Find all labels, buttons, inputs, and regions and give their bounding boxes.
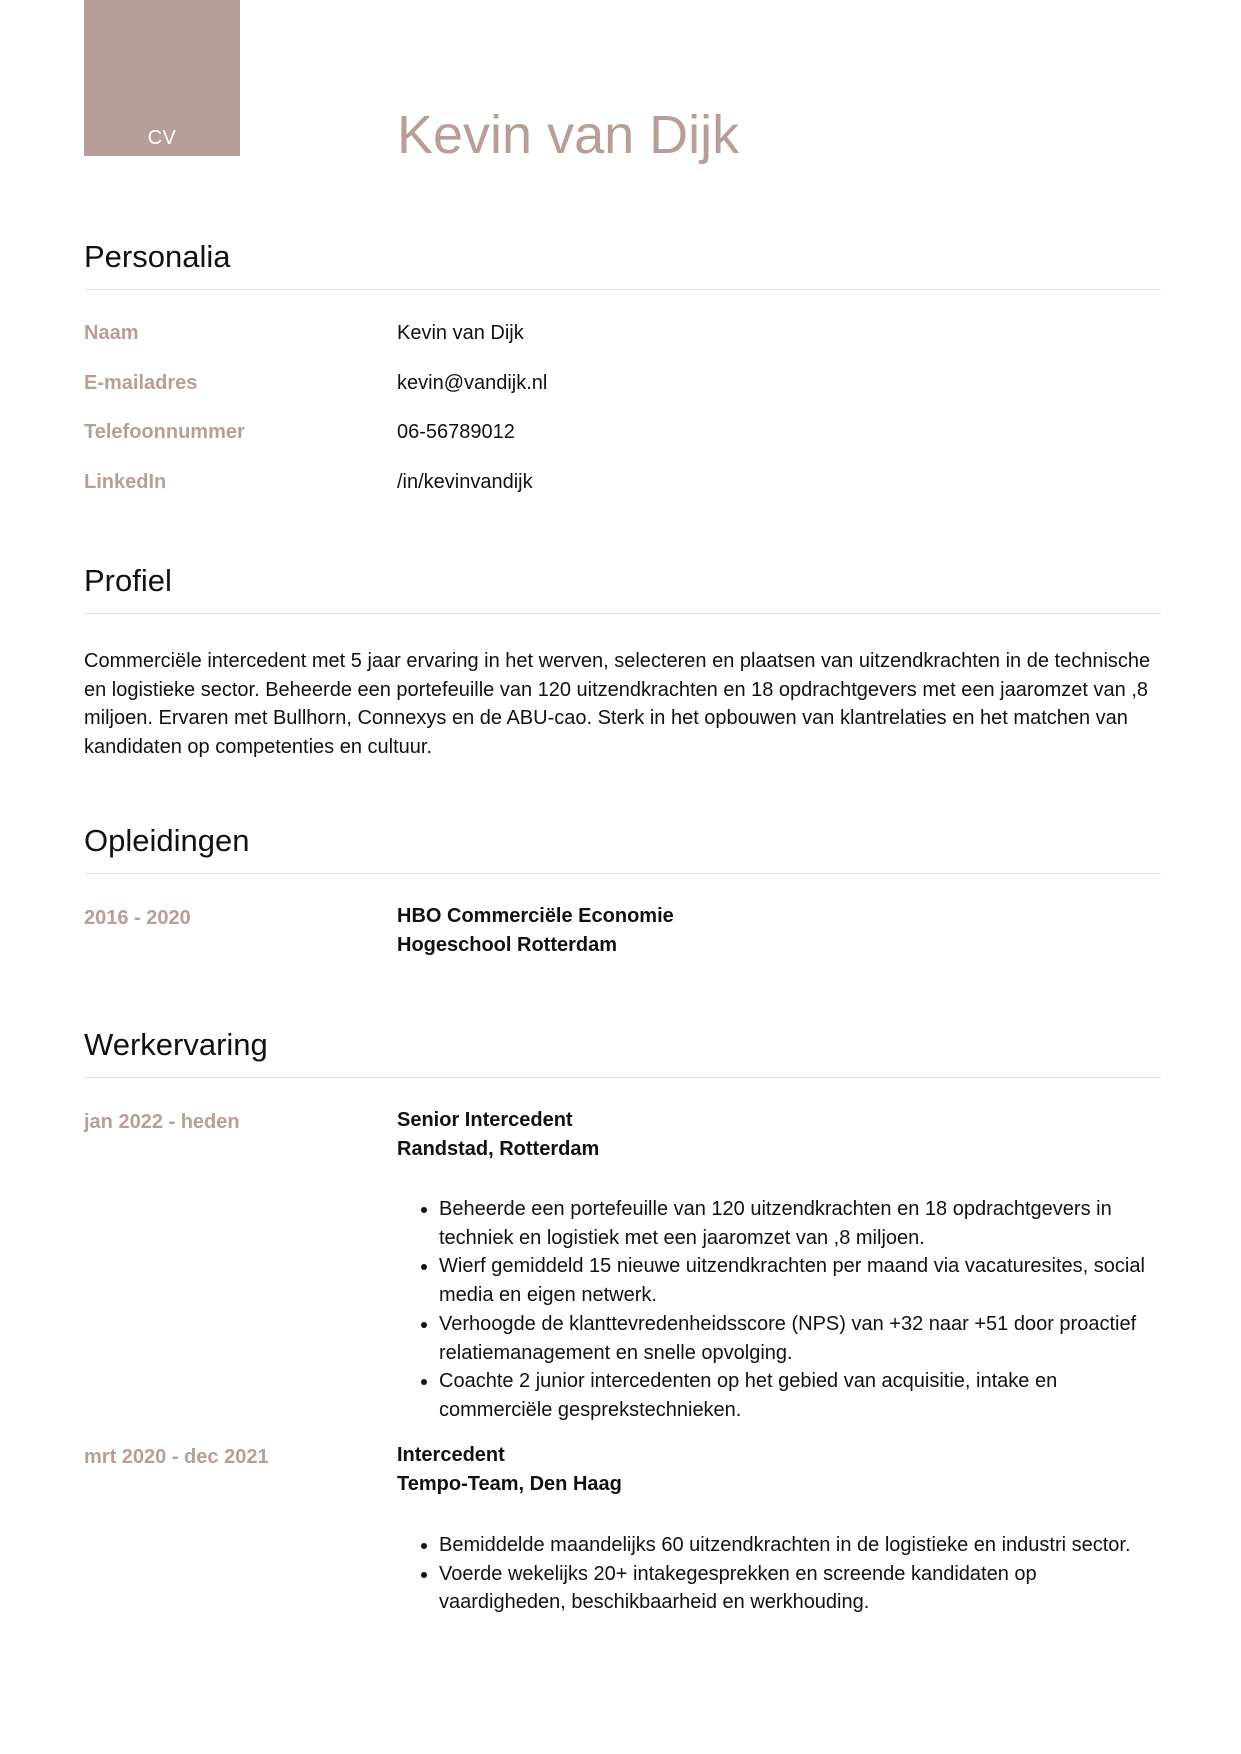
education-degree: HBO Commerciële Economie [397,905,674,927]
job-company: Randstad, Rotterdam [397,1138,600,1160]
job-company: Tempo-Team, Den Haag [397,1473,622,1495]
list-item: • Bemiddelde maandelijks 60 uitzendkrachten in de logistieke en industri sector. [439,1531,1167,1560]
profile-summary: Commerciële intercedent met 5 jaar ervaring in het werven, selecteren en plaatsen van uitzendkrachten in de technische en logistieke sector. Beheerde een portefeuille van 120 uitzendkrachten en 18 opdrachtgevers met een jaaromzet van ,8 miljoen. Ervaren met Bullhorn, Connexys en de ABU-cao. Sterk in het opbouwen van klantrelaties en het matchen van kandidaten op competenties en cultuur. [84,650,1151,758]
field-value-telefoon: 06-56789012 [397,421,515,443]
cv-badge-label: CV [147,127,177,149]
section-divider [84,873,1161,874]
job-role: Intercedent [397,1444,505,1466]
field-label-email: E-mailadres [84,372,198,394]
education-entry [397,902,674,960]
list-item: • Wierf gemiddeld 15 nieuwe uitzendkrachten per maand via vacaturesites, social media en eigen netwerk. [439,1252,1167,1309]
job-period: mrt 2020 - dec 2021 [84,1446,269,1468]
education-school: Hogeschool Rotterdam [397,934,618,956]
section-title-profiel: Profiel [84,563,172,598]
section-title-werkervaring: Werkervaring [84,1027,268,1062]
job-bullets [397,1531,1167,1617]
list-item: • Beheerde een portefeuille van 120 uitzendkrachten en 18 opdrachtgevers in techniek en logistiek met een jaaromzet van ,8 miljoen. [439,1195,1167,1252]
section-divider [84,613,1161,614]
education-period: 2016 - 2020 [84,907,191,929]
list-item: • Verhoogde de klanttevredenheidsscore (NPS) van +32 naar +51 door proactief relatiemanagement en snelle opvolging. [439,1310,1167,1367]
section-divider [84,1077,1161,1078]
field-label-linkedin: LinkedIn [84,471,167,493]
field-label-telefoon: Telefoonnummer [84,421,245,443]
field-label-naam: Naam [84,322,139,344]
job-entry [397,1106,599,1164]
field-value-linkedin: /in/kevinvandijk [397,471,533,493]
job-bullets [397,1195,1167,1425]
cv-badge [84,0,240,156]
section-title-personalia: Personalia [84,239,231,274]
field-value-email: kevin@vandijk.nl [397,372,548,394]
job-role: Senior Intercedent [397,1109,573,1131]
job-period: jan 2022 - heden [84,1111,240,1133]
list-item: • Coachte 2 junior intercedenten op het gebied van acquisitie, intake en commerciële gesprekstechnieken. [439,1367,1167,1424]
section-divider [84,289,1161,290]
job-entry [397,1441,622,1499]
list-item: • Voerde wekelijks 20+ intakegesprekken en screende kandidaten op vaardigheden, beschikbaarheid en werkhouding. [439,1560,1167,1617]
section-title-opleidingen: Opleidingen [84,823,250,858]
field-value-naam: Kevin van Dijk [397,322,524,344]
candidate-name: Kevin van Dijk [397,105,740,165]
